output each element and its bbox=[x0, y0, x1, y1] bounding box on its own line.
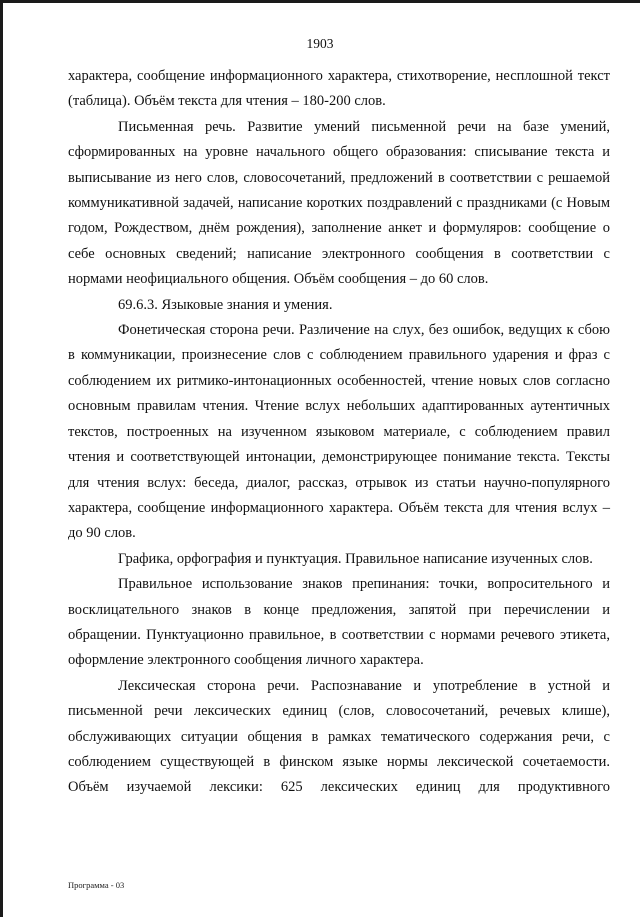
paragraph-graphics: Графика, орфография и пунктуация. Правильное написание изученных слов. bbox=[118, 550, 593, 567]
paragraph-punctuation: Правильное использование знаков препинания: точки, вопросительного и восклицательного знаков в конце предложения, запятой при перечислении и обращении. Пунктуационно правильное, в соответствии с нормами речевого этикета, оформление электронного сообщения личного характера. bbox=[68, 576, 610, 669]
document-body bbox=[68, 64, 610, 801]
paragraph-written-speech: Письменная речь. Развитие умений письменной речи на базе умений, сформированных на уровне начального общего образования: списывание текста и выписывание из него слов, словосочетаний, предложений в соответствии с решаемой коммуникативной задачей, написание коротких поздравлений с праздниками (с Новым годом, Рождеством, днём рождения), заполнение анкет и формуляров: сообщение о себе основных сведений; написание электронного сообщения в соответствии с нормами неофициального общения. Объём сообщения – до 60 слов. bbox=[68, 118, 610, 288]
scan-edge-top bbox=[0, 0, 640, 3]
page-number: 1903 bbox=[306, 36, 334, 51]
scan-edge-left bbox=[0, 0, 3, 917]
paragraph-continuation: характера, сообщение информационного характера, стихотворение, несплошной текст (таблица). Объём текста для чтения – 180-200 слов. bbox=[68, 68, 610, 110]
paragraph-lexical: Лексическая сторона речи. Распознавание и употребление в устной и письменной речи лексических единиц (слов, словосочетаний, речевых клише), обслуживающих ситуации общения в рамках тематического содержания речи, с соблюдением существующей в финском языке нормы лексической сочетаемости. Объём изучаемой лексики: 625 лексических единиц для продуктивного bbox=[68, 677, 610, 796]
section-heading: 69.6.3. Языковые знания и умения. bbox=[118, 296, 333, 313]
paragraph-phonetics: Фонетическая сторона речи. Различение на слух, без ошибок, ведущих к сбою в коммуникации, произнесение слов с соблюдением правильного ударения и фраз с соблюдением их ритмико-интонационных особенностей, чтение новых слов согласно основным правилам чтения. Чтение вслух небольших адаптированных аутентичных текстов, построенных на изученном языковом материале, с соблюдением правил чтения и соответствующей интонации, демонстрирующее понимание текста. Тексты для чтения вслух: беседа, диалог, рассказ, отрывок из статьи научно-популярного характера, сообщение информационного характера. Объём текста для чтения вслух – до 90 слов. bbox=[68, 322, 610, 542]
footer-label: Программа - 03 bbox=[68, 880, 125, 890]
